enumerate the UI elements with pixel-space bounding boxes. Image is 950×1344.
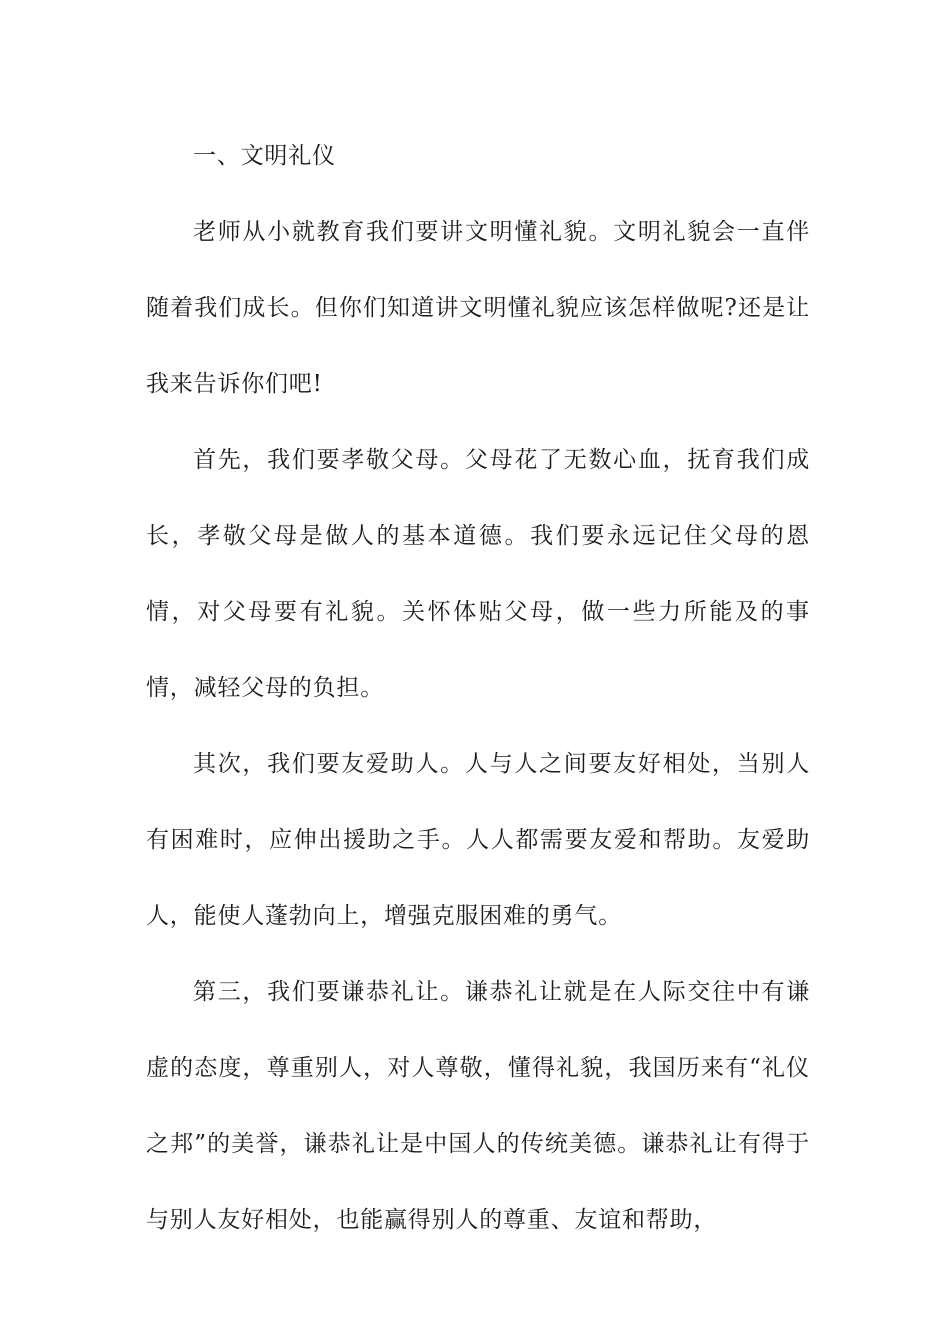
paragraph-help-others: 其次，我们要友爱助人。人与人之间要友好相处，当别人有困难时，应伸出援助之手。人人都需要友爱和帮助。友爱助人，能使人蓬勃向上，增强克服困难的勇气。 [146, 751, 810, 929]
paragraph-modesty: 第三，我们要谦恭礼让。谦恭礼让就是在人际交往中有谦虚的态度，尊重别人，对人尊敬，懂得礼貌，我国历来有“礼仪之邦”的美誉，谦恭礼让是中国人的传统美德。谦恭礼让有得于与别人友好相处，也能赢得别人的尊重、友谊和帮助， [146, 979, 810, 1233]
paragraph-intro: 老师从小就教育我们要讲文明懂礼貌。文明礼貌会一直伴随着我们成长。但你们知道讲文明懂礼貌应该怎样做呢?还是让我来告诉你们吧! [146, 219, 810, 397]
paragraph-respect-parents: 首先，我们要孝敬父母。父母花了无数心血，抚育我们成长，孝敬父母是做人的基本道德。我们要永远记住父母的恩情，对父母要有礼貌。关怀体贴父母，做一些力所能及的事情，减轻父母的负担。 [146, 447, 810, 701]
document-body [146, 118, 810, 1258]
section-heading: 一、文明礼仪 [193, 143, 336, 169]
